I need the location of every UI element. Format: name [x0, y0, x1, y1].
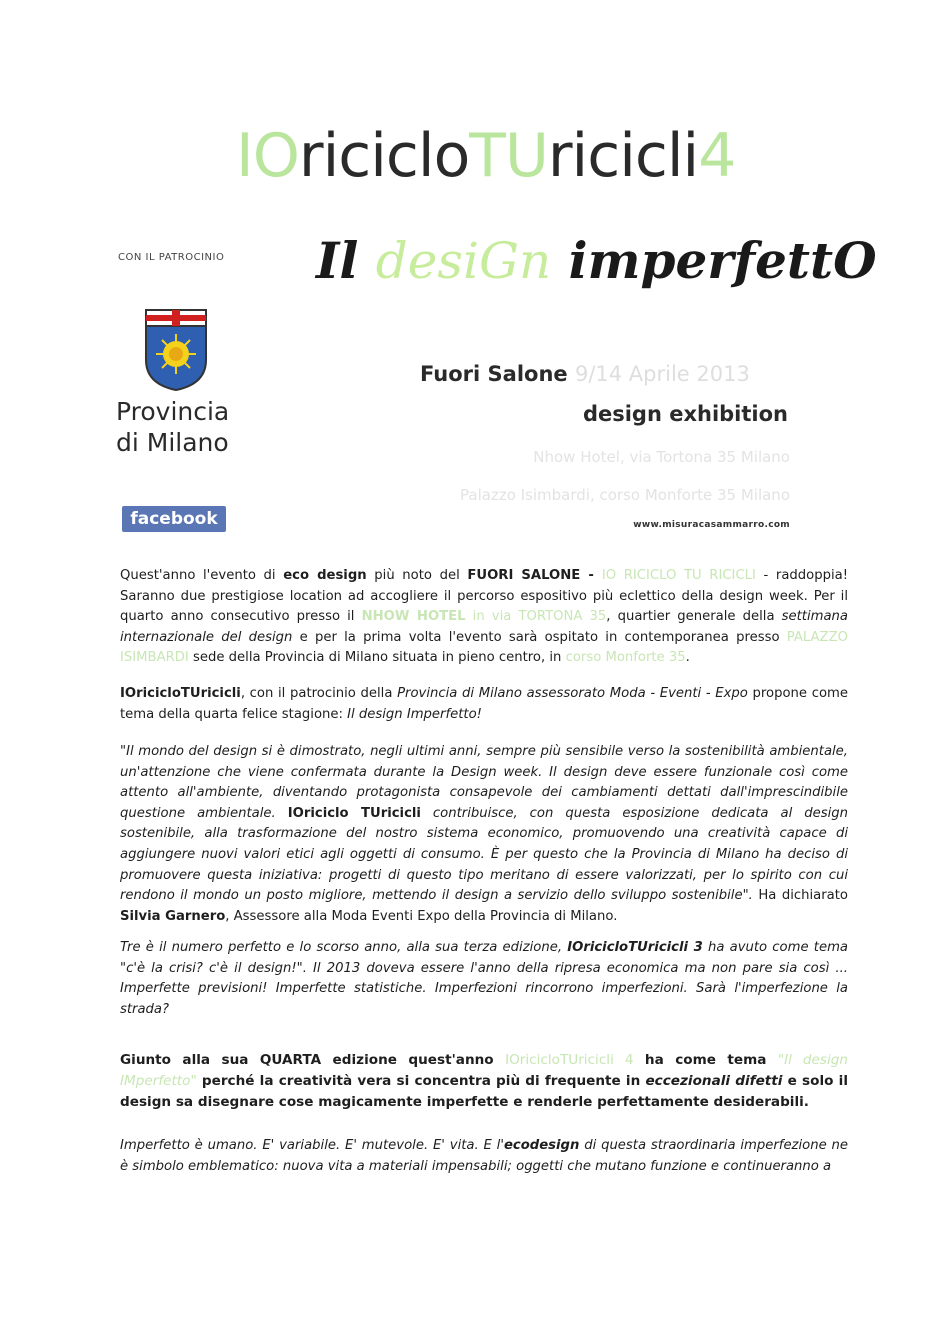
provincia-line1: Provincia	[116, 397, 230, 426]
text-span: di questa straordinaria imperfezione ne è simbolo emblematico: nuova vita a materiali impensabili; oggetti che mutano funzione e continueranno a	[120, 1138, 848, 1174]
paragraph-imperfection	[120, 1136, 848, 1177]
text-span: Provincia di Milano assessorato Moda - Eventi - Expo	[397, 686, 748, 701]
logo-io: IO	[236, 121, 299, 191]
text-span: PALAZZO ISIMBARDI	[120, 629, 848, 666]
text-span: ha avuto come tema "c'è la crisi? c'è il design!". Il 2013 doveva essere l'anno della ripresa economica ma non pare sia così ... Imperfette previsioni! Imperfette statistiche. Imperfezioni rincorrono imperfezioni. Sarà l'imperfezione la strada?	[120, 940, 848, 1017]
provincia-line2: di Milano	[116, 428, 229, 457]
patronage-label: CON IL PATROCINIO	[118, 252, 225, 263]
text-span: Imperfetto è umano. E' variabile. E' mutevole. E' vita. E l'	[120, 1138, 504, 1153]
text-span: "Il mondo del design si è dimostrato, negli ultimi anni, sempre più sensibile verso la sostenibilità ambientale, un'attenzione che viene confermata durante la Design week. Il design deve essere funzionale così come attento all'ambiente, diventando protagonista consapevole dei cambiamenti dettati dall'imprescindibile questione ambientale.	[120, 744, 848, 821]
text-span: IOriciclo TUricicli	[287, 805, 421, 821]
logo-ricicli: ricicli	[547, 121, 699, 191]
text-span: Giunto alla sua QUARTA edizione quest'anno	[120, 1052, 506, 1068]
provincia-di-milano-logo	[116, 396, 229, 458]
location-nhow: Nhow Hotel, via Tortona 35 Milano	[533, 448, 790, 466]
text-span: , Assessore alla Moda Eventi Expo della Provincia di Milano.	[225, 908, 618, 924]
text-span: in via TORTONA 35	[465, 609, 607, 625]
text-span: IO RICICLO TU RICICLI	[601, 568, 756, 583]
paragraph-intro	[120, 566, 848, 669]
text-span: -	[580, 568, 602, 583]
text-span: Tre è il numero perfetto e lo scorso anno, alla sua terza edizione,	[120, 940, 568, 955]
design-title-a: Il	[316, 231, 376, 290]
text-span: "Il design IMperfetto"	[120, 1052, 848, 1089]
design-exhibition-label: design exhibition	[582, 402, 788, 426]
text-span: Silvia Garnero	[120, 908, 226, 924]
text-span: , con il patrocinio della	[240, 686, 398, 701]
logo-edition: 4	[698, 121, 736, 191]
paragraph-fourth-edition	[120, 1050, 848, 1113]
paragraph-third-edition	[120, 938, 848, 1020]
text-span: e solo il design sa disegnare cose magicamente imperfette e renderle perfettamente desiderabili.	[120, 1073, 848, 1110]
text-span: , quartier generale della	[606, 609, 782, 625]
text-span: contribuisce, con questa esposizione dedicata al design sostenibile, alla trasformazione del nostro sistema economico, promuovendo una creatività capace di aggiungere nuovi valori etici agli oggetti di consumo. È per questo che la Provincia di Milano ha deciso di promuovere questa iniziativa: progetti di questo tipo meritano di essere valorizzati, per lo spirito con cui rendono il mondo un posto migliore, mettendo il design a servizio dello sviluppo sostenibile".	[120, 805, 848, 904]
text-span: Quest'anno l'evento di	[120, 568, 284, 583]
text-span: IOricicloTUricicli	[120, 686, 241, 701]
text-span: ecodesign	[503, 1138, 580, 1153]
text-span: corso Monforte 35	[565, 650, 686, 666]
province-coat-of-arms-icon	[144, 308, 208, 392]
logo-tu: TU	[469, 121, 548, 191]
text-span: ha come tema	[633, 1052, 778, 1068]
event-dates: 9/14 Aprile 2013	[574, 362, 750, 386]
text-span: perché la creatività vera si concentra più di frequente in	[196, 1073, 646, 1089]
text-span: Ha dichiarato	[752, 888, 848, 904]
design-title-c: imperfettO	[551, 231, 877, 290]
text-span: IOricicloTUricicli 3	[567, 940, 703, 955]
text-span: - raddoppia! Saranno due prestigiose location ad accogliere il percorso espositivo più eclettico della design week. Per il quarto anno consecutivo presso il	[120, 568, 849, 625]
paragraph-patronage	[120, 684, 848, 725]
design-imperfetto-title	[316, 226, 877, 296]
text-span: IOricicloTUricicli 4	[505, 1052, 634, 1068]
text-span: .	[685, 650, 690, 666]
fuori-salone-label: Fuori Salone	[420, 362, 568, 386]
text-span: eccezionali difetti	[645, 1073, 783, 1089]
logo-riciclo: riciclo	[298, 121, 470, 191]
location-isimbardi: Palazzo Isimbardi, corso Monforte 35 Milano	[460, 486, 790, 504]
facebook-badge[interactable]: facebook	[122, 506, 226, 532]
text-span: Il design Imperfetto!	[347, 706, 482, 722]
text-span: più noto del	[366, 568, 468, 583]
design-title-b: desiGn	[375, 232, 552, 290]
paragraph-quote	[120, 742, 848, 927]
text-span: FUORI SALONE	[467, 568, 581, 583]
website-link[interactable]: www.misuracasammarro.com	[633, 520, 790, 530]
text-span: settimana internazionale del design	[120, 609, 848, 645]
text-span: propone come tema della quarta felice stagione:	[120, 686, 848, 722]
text-span: e per la prima volta l'evento sarà ospitato in contemporanea presso	[292, 629, 787, 645]
text-span: sede della Provincia di Milano situata in pieno centro, in	[188, 650, 566, 666]
text-span: NHOW HOTEL	[361, 609, 466, 625]
event-logo	[236, 116, 796, 196]
fuori-salone-line	[420, 362, 750, 386]
text-span: eco design	[283, 568, 367, 583]
